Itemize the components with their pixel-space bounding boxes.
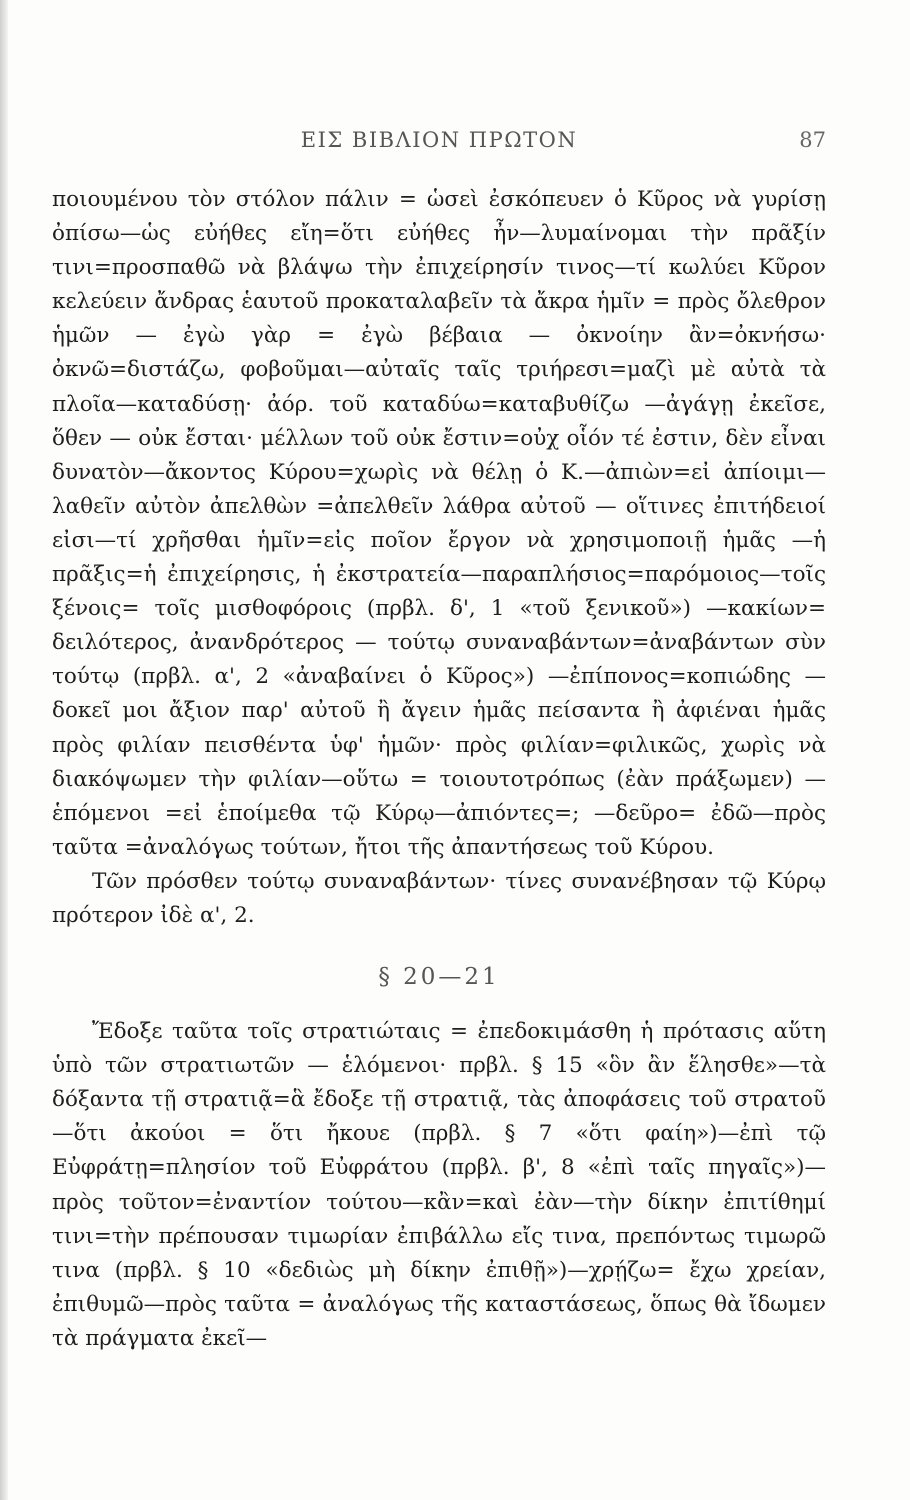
page-body <box>52 183 826 1356</box>
commentary-paragraph-1: ποιουμένου τὸν στόλον πάλιν = ὡσεὶ ἐσκόπευεν ὁ Κῦρος νὰ γυρίσῃ ὀπίσω—ὡς εὐήθες εἴη=ὅτι εὐήθες ἦν—λυμαίνομαι τὴν πρᾶξίν τινι=προσπαθῶ νὰ βλάψω τὴν ἐπιχείρησίν τινος—τί κωλύει Κῦρον κελεύειν ἄνδρας ἑαυτοῦ προκαταλαβεῖν τὰ ἄκρα ἡμῖν = πρὸς ὄλεθρον ἡμῶν — ἐγὼ γὰρ = ἐγὼ βέβαια — ὀκνοίην ἂν=ὀκνήσω· ὀκνῶ=διστάζω, φοβοῦμαι—αὐταῖς ταῖς τριήρεσι=μαζὶ μὲ αὐτὰ τὰ πλοῖα—καταδύσῃ· ἀόρ. τοῦ καταδύω=καταβυθίζω —ἀγάγῃ ἐκεῖσε, ὅθεν — οὐκ ἔσται· μέλλων τοῦ οὐκ ἔστιν=οὐχ οἷόν τέ ἐστιν, δὲν εἶναι δυνατὸν—ἄκοντος Κύρου=χωρὶς νὰ θέλῃ ὁ Κ.—ἀπιὼν=εἰ ἀπίοιμι—λαθεῖν αὐτὸν ἀπελθὼν =ἀπελθεῖν λάθρα αὐτοῦ — οἵτινες ἐπιτήδειοί εἰσι—τί χρῆσθαι ἡμῖν=εἰς ποῖον ἔργον νὰ χρησιμοποιῇ ἡμᾶς —ἡ πρᾶξις=ἡ ἐπιχείρησις, ἡ ἐκστρατεία—παραπλήσιος=παρόμοιος—τοῖς ξένοις= τοῖς μισθοφόροις (πρβλ. δ', 1 «τοῦ ξενικοῦ») —κακίων= δειλότερος, ἀνανδρότερος — τούτῳ συναναβάντων=ἀναβάντων σὺν τούτῳ (πρβλ. α', 2 «ἀναβαίνει ὁ Κῦρος») —ἐπίπονος=κοπιώδης — δοκεῖ μοι ἄξιον παρ' αὐτοῦ ἢ ἄγειν ἡμᾶς πείσαντα ἢ ἀφιέναι ἡμᾶς πρὸς φιλίαν πεισθέντα ὑφ' ἡμῶν· πρὸς φιλίαν=φιλικῶς, χωρὶς νὰ διακόψωμεν τὴν φιλίαν—οὕτω = τοιουτοτρόπως (ἐὰν πράξωμεν) — ἑπόμενοι =εἰ ἑποίμεθα τῷ Κύρῳ—ἀπιόντες=; —δεῦρο= ἐδῶ—πρὸς ταῦτα =ἀναλόγως τούτων, ἤτοι τῆς ἀπαντήσεως τοῦ Κύρου. <box>52 187 826 860</box>
page-number: 87 <box>799 128 826 152</box>
section-heading: § 20—21 <box>378 964 500 991</box>
page-gutter-shadow <box>0 0 8 1500</box>
running-title: ΕΙΣ ΒΙΒΛΙΟΝ ΠΡΩΤΟΝ <box>300 128 578 152</box>
page-header <box>52 128 826 158</box>
section-paragraph: Ἔδοξε ταῦτα τοῖς στρατιώταις = ἐπεδοκιμάσθη ἡ πρότασις αὕτη ὑπὸ τῶν στρατιωτῶν — ἑλόμενοι· πρβλ. § 15 «ὃν ἂν ἕλησθε»—τὰ δόξαντα τῇ στρατιᾷ=ἃ ἔδοξε τῇ στρατιᾷ, τὰς ἀποφάσεις τοῦ στρατοῦ—ὅτι ἀκούοι = ὅτι ἤκουε (πρβλ. § 7 «ὅτι φαίη»)—ἐπὶ τῷ Εὐφράτῃ=πλησίον τοῦ Εὐφράτου (πρβλ. β', 8 «ἐπὶ ταῖς πηγαῖς»)—πρὸς τοῦτον=ἐναντίον τούτου—κἂν=καὶ ἐὰν—τὴν δίκην ἐπιτίθημί τινι=τὴν πρέπουσαν τιμωρίαν ἐπιβάλλω εἴς τινα, πρεπόντως τιμωρῶ τινα (πρβλ. § 10 «δεδιὼς μὴ δίκην ἐπιθῇ»)—χρῄζω= ἔχω χρείαν, ἐπιθυμῶ—πρὸς ταῦτα = ἀναλόγως τῆς καταστάσεως, ὅπως θὰ ἴδωμεν τὰ πράγματα ἐκεῖ— <box>52 1019 826 1351</box>
commentary-paragraph-2: Τῶν πρόσθεν τούτῳ συναναβάντων· τίνες συνανέβησαν τῷ Κύρῳ πρότερον ἰδὲ α', 2. <box>52 868 826 928</box>
